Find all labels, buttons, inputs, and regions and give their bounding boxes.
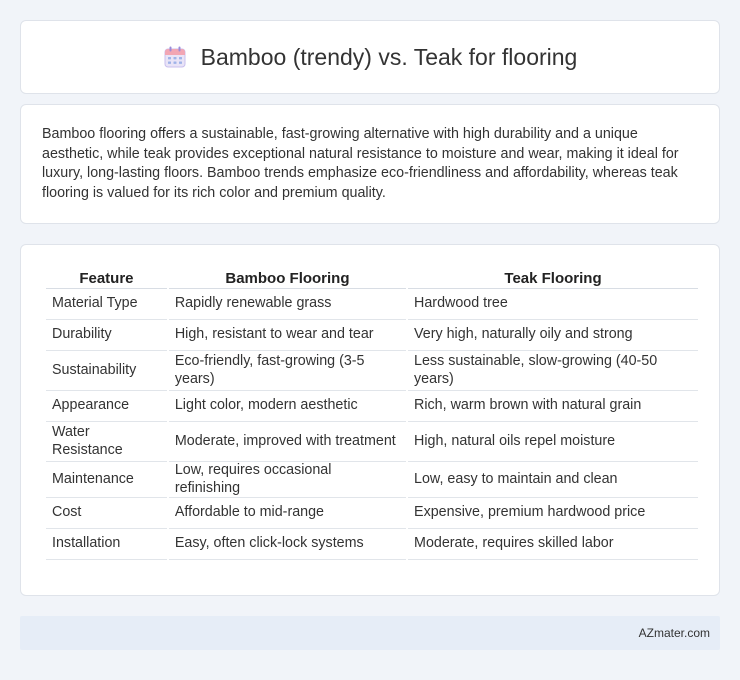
table-row [46, 351, 698, 391]
bamboo-cell: Low, requires occasional refinishing [169, 462, 406, 498]
bamboo-cell: High, resistant to wear and tear [169, 320, 406, 351]
bamboo-cell: Rapidly renewable grass [169, 289, 406, 320]
teak-cell: Hardwood tree [408, 289, 698, 320]
header-bamboo: Bamboo Flooring [169, 265, 406, 289]
teak-cell: Moderate, requires skilled labor [408, 529, 698, 560]
comparison-table-card [20, 244, 720, 596]
header-teak: Teak Flooring [408, 265, 698, 289]
table-row [46, 498, 698, 529]
page-title: Bamboo (trendy) vs. Teak for flooring [200, 43, 578, 70]
teak-cell: High, natural oils repel moisture [408, 422, 698, 462]
teak-cell: Expensive, premium hardwood price [408, 498, 698, 529]
teak-cell: Very high, naturally oily and strong [408, 320, 698, 351]
teak-cell: Less sustainable, slow-growing (40-50 years) [408, 351, 698, 391]
feature-cell: Durability [46, 320, 167, 351]
table-row [46, 462, 698, 498]
feature-cell: Installation [46, 529, 167, 560]
feature-cell: Maintenance [46, 462, 167, 498]
calendar-icon [163, 45, 187, 69]
table-header-row [46, 265, 698, 289]
table-row [46, 422, 698, 462]
feature-cell: Appearance [46, 391, 167, 422]
teak-cell: Rich, warm brown with natural grain [408, 391, 698, 422]
bamboo-cell: Affordable to mid-range [169, 498, 406, 529]
summary-card [20, 104, 720, 224]
feature-cell: Material Type [46, 289, 167, 320]
teak-cell: Low, easy to maintain and clean [408, 462, 698, 498]
bamboo-cell: Moderate, improved with treatment [169, 422, 406, 462]
bamboo-cell: Easy, often click-lock systems [169, 529, 406, 560]
bamboo-cell: Eco-friendly, fast-growing (3-5 years) [169, 351, 406, 391]
comparison-table [44, 265, 700, 560]
table-row [46, 289, 698, 320]
table-row [46, 391, 698, 422]
feature-cell: Water Resistance [46, 422, 167, 462]
footer-brand: AZmater.com [638, 626, 710, 640]
feature-cell: Sustainability [46, 351, 167, 391]
table-row [46, 529, 698, 560]
bamboo-cell: Light color, modern aesthetic [169, 391, 406, 422]
table-row [46, 320, 698, 351]
header-card [20, 20, 720, 94]
footer-bar [20, 616, 720, 650]
summary-text: Bamboo flooring offers a sustainable, fast-growing alternative with high durability and a unique aesthetic, while teak provides exceptional natural resistance to moisture and wear, making it ideal for luxury, long-lasting floors. Bamboo trends emphasize eco-friendliness and affordability, whereas teak flooring is valued for its rich color and premium quality. [42, 126, 679, 201]
header-feature: Feature [46, 265, 167, 289]
feature-cell: Cost [46, 498, 167, 529]
